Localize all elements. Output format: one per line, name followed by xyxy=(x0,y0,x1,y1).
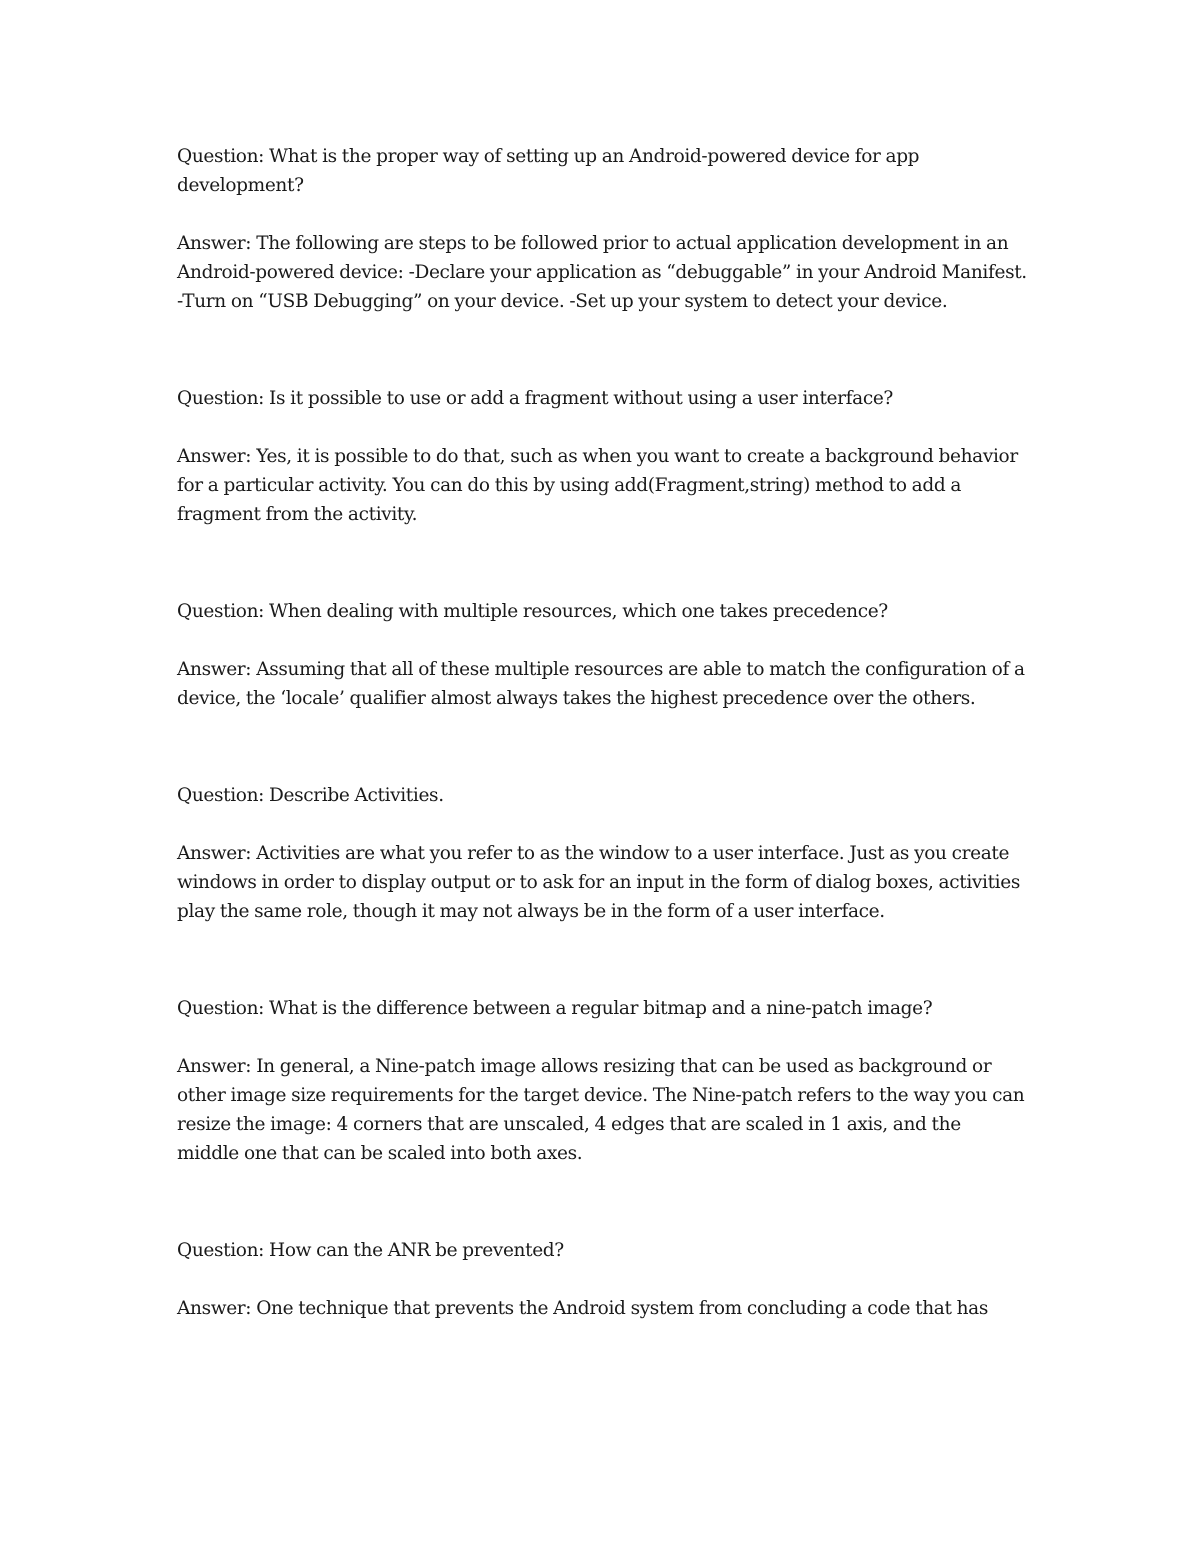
answer-text: Answer: Assuming that all of these multiple resources are able to match the configuration of a device, the ‘locale’ qualifier almost always takes the highest precedence over the others. xyxy=(177,659,1025,709)
question-text: Question: What is the difference between a regular bitmap and a nine-patch image? xyxy=(177,998,933,1019)
question-text: Question: When dealing with multiple resources, which one takes precedence? xyxy=(177,601,888,622)
answer-text: Answer: Yes, it is possible to do that, such as when you want to create a background behavior for a particular activity. You can do this by using add(Fragment,string) method to add a fragment from the activity. xyxy=(177,446,1018,525)
qa-item-4 xyxy=(177,781,1027,926)
answer-text: Answer: Activities are what you refer to as the window to a user interface. Just as you create windows in order to display output or to ask for an input in the form of dialog boxes, activities play the same role, though it may not always be in the form of a user interface. xyxy=(177,843,1020,922)
answer-text: Answer: In general, a Nine-patch image allows resizing that can be used as background or other image size requirements for the target device. The Nine-patch refers to the way you can resize the image: 4 corners that are unscaled, 4 edges that are scaled in 1 axis, and the middle one that can be scaled into both axes. xyxy=(177,1056,1025,1164)
document-body xyxy=(177,142,1027,1323)
answer-text: Answer: One technique that prevents the Android system from concluding a code that has xyxy=(177,1298,988,1319)
answer-text: Answer: The following are steps to be followed prior to actual application development in an Android-powered device: -Declare your application as “debuggable” in your Android Manifest. -Turn on “USB Debugging” on your device. -Set up your system to detect your device. xyxy=(177,233,1027,312)
qa-item-5 xyxy=(177,994,1027,1168)
qa-item-1 xyxy=(177,142,1027,316)
question-text: Question: Describe Activities. xyxy=(177,785,444,806)
qa-item-3 xyxy=(177,597,1027,713)
question-text: Question: Is it possible to use or add a fragment without using a user interface? xyxy=(177,388,894,409)
qa-item-6 xyxy=(177,1236,1027,1323)
question-text: Question: What is the proper way of setting up an Android-powered device for app development? xyxy=(177,146,920,196)
question-text: Question: How can the ANR be prevented? xyxy=(177,1240,564,1261)
qa-item-2 xyxy=(177,384,1027,529)
